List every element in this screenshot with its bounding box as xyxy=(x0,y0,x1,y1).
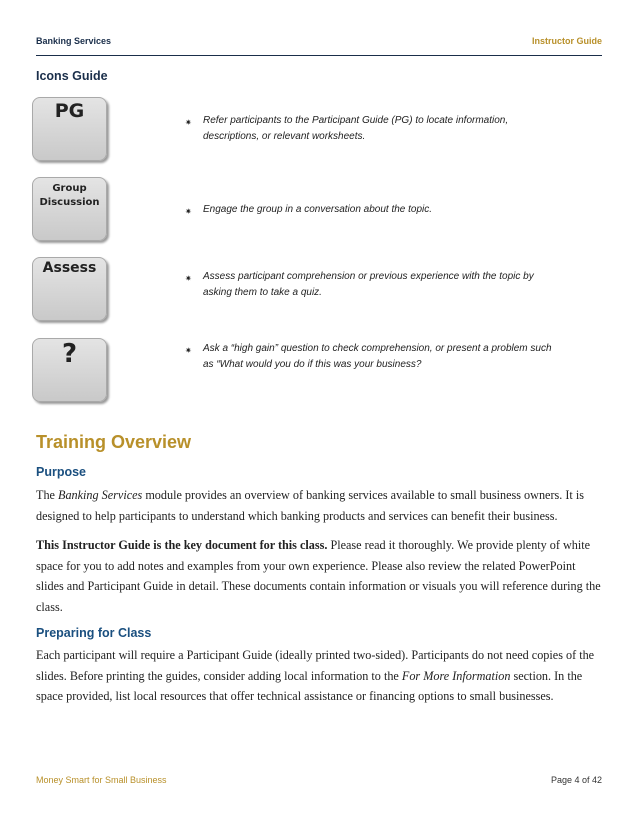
page-header xyxy=(36,36,602,52)
preparing-heading: Preparing for Class xyxy=(36,626,152,640)
header-rule xyxy=(36,55,602,56)
assess-icon: Assess xyxy=(32,257,107,321)
icon-description-pg: Refer participants to the Participant Guide (PG) to locate information, descriptions, or relevant worksheets. xyxy=(203,115,509,142)
question-icon: ? xyxy=(32,338,107,402)
footer-left: Money Smart for Small Business xyxy=(36,775,167,785)
icon-description-group-discussion: Engage the group in a conversation about the topic. xyxy=(203,204,433,215)
icon-description-assess: Assess participant comprehension or previous experience with the topic by asking them to take a quiz. xyxy=(203,271,534,298)
purpose-paragraph-2: This Instructor Guide is the key document for this class. Please read it thoroughly. We provide plenty of white space for you to add notes and examples from your own experience. Please also review the related PowerPoint slides and Participant Guide in detail. These documents contain information or visuals you will reference during the class. xyxy=(36,538,601,614)
icons-guide-heading: Icons Guide xyxy=(36,69,108,83)
bullet-icon: ✷ xyxy=(185,274,192,283)
bullet-icon: ✷ xyxy=(185,207,192,216)
preparing-paragraph: Each participant will require a Participant Guide (ideally printed two-sided). Participants do not need copies of the slides. Before printing the guides, consider adding local information to the For More Information section. In the space provided, list local resources that offer technical assistance or financing options to small businesses. xyxy=(36,648,595,703)
header-right: Instructor Guide xyxy=(531,36,602,46)
page-number: Page 4 of 42 xyxy=(550,775,602,785)
header-left: Banking Services xyxy=(36,36,112,46)
icon-description-question: Ask a “high gain” question to check comprehension, or present a problem such as “What would you do if this was your business? xyxy=(203,343,552,370)
purpose-heading: Purpose xyxy=(36,465,87,479)
bullet-icon: ✷ xyxy=(185,346,192,355)
purpose-paragraph-1: The Banking Services module provides an overview of banking services available to small business owners. It is designed to help participants to understand which banking products and services can benefit their business. xyxy=(36,488,584,523)
pg-icon: PG xyxy=(32,97,107,161)
group-discussion-icon: Group Discussion xyxy=(32,177,107,241)
bullet-icon: ✷ xyxy=(185,118,192,127)
training-overview-heading: Training Overview xyxy=(36,432,192,452)
